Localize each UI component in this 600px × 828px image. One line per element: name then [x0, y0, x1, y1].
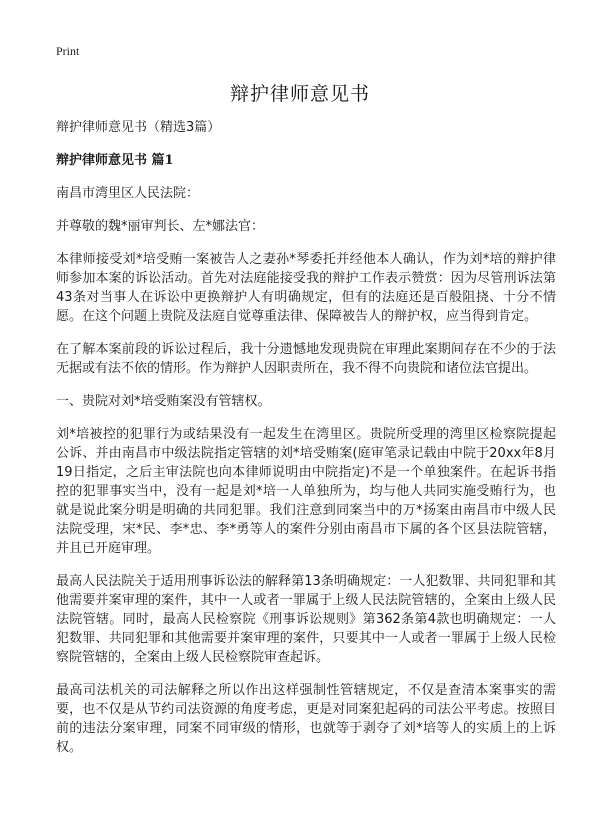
addressee-judges: 并尊敬的魏*丽审判长、左*娜法官： [56, 219, 265, 234]
document-body [56, 118, 556, 771]
paragraph-jurisdiction-facts: 刘*培被控的犯罪行为或结果没有一起发生在湾里区。贵院所受理的湾里区检察院提起公诉、并由南昌市中级法院指定管辖的刘*培受贿案(庭审笔录记载由中院于20xx年8月19日指定，之后主审法院也向本律师说明由中院指定)不是一个单独案件。在起诉书指控的犯罪事实当中，没有一起是刘*培一人单独所为，均与他人共同实施受贿行为，也就是说此案分明是明确的共同犯罪。我们注意到同案当中的万*扬案由南昌市中级人民法院受理，宋*民、李*忠、李*勇等人的案件分别由南昌市下属的各个区县法院管辖，并且已开庭审理。 [56, 427, 556, 556]
section-heading: 辩护律师意见书 篇1 [56, 153, 174, 168]
print-link[interactable]: Print [56, 44, 80, 58]
paragraph-concern: 在了解本案前段的诉讼过程后，我十分遗憾地发现贵院在审理此案期间存在不少的于法无据或有法不依的情形。作为辩护人因职责所在，我不得不向贵院和诸位法官提出。 [56, 342, 556, 376]
addressee-court: 南昌市湾里区人民法院： [56, 186, 200, 201]
document-subtitle: 辩护律师意见书（精选3篇） [56, 120, 221, 135]
document-title: 辩护律师意见书 [229, 83, 370, 105]
paragraph-intro: 本律师接受刘*培受贿一案被告人之妻孙*琴委托并经他本人确认，作为刘*培的辩护律师参加本案的诉讼活动。首先对法庭能接受我的辩护工作表示赞赏：因为尽管刑诉法第43条对当事人在诉讼中更换辩护人有明确规定，但有的法庭还是百般阻挠、十分不情愿。在这个问题上贵院及法庭自觉尊重法律、保障被告人的辩护权，应当得到肯定。 [56, 252, 556, 324]
point-heading-jurisdiction: 一、贵院对刘*培受贿案没有管辖权。 [56, 394, 271, 409]
paragraph-legal-basis: 最高人民法院关于适用刑事诉讼法的解释第13条明确规定：一人犯数罪、共同犯罪和其他需要并案审理的案件，其中一人或者一罪属于上级人民法院管辖的，全案由上级人民法院管辖。同时，最高人民检察院《刑事诉讼规则》第362条第4款也明确规定：一人犯数罪、共同犯罪和其他需要并案审理的案件，只要其中一人或者一罪属于上级人民检察院管辖的，全案由上级人民检察院审查起诉。 [56, 574, 556, 665]
paragraph-reasoning: 最高司法机关的司法解释之所以作出这样强制性管辖规定，不仅是查清本案事实的需要，也不仅是从节约司法资源的角度考虑，更是对同案犯起码的司法公平考虑。按照目前的违法分案审理，同案不同审级的情形，也就等于剥夺了刘*培等人的实质上的上诉权。 [56, 683, 556, 755]
